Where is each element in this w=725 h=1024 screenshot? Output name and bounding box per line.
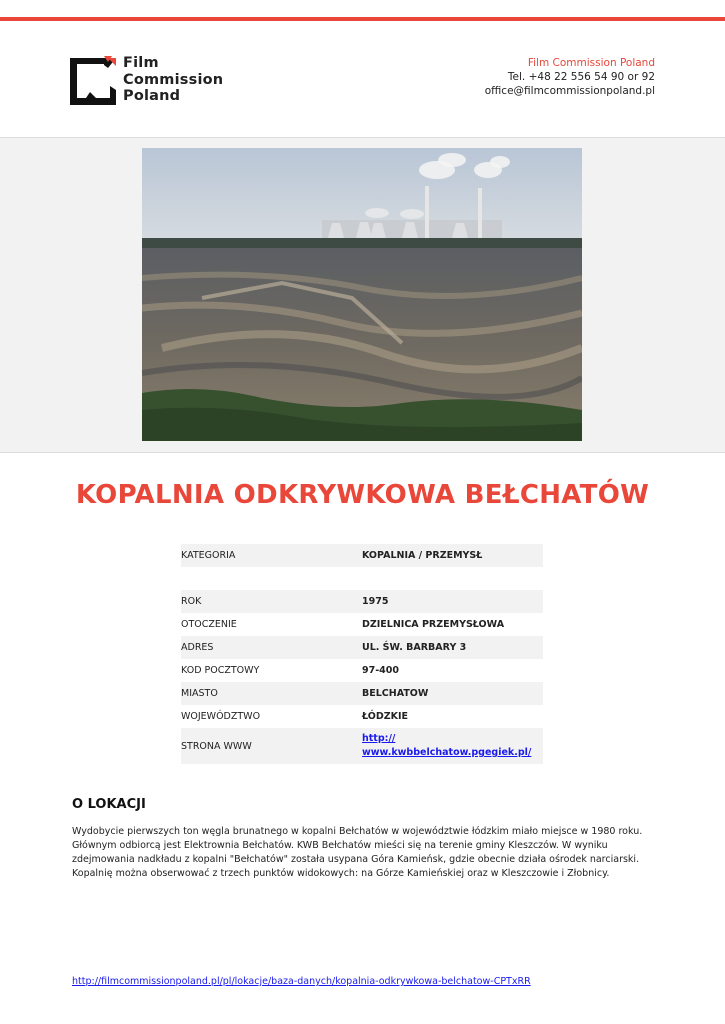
logo-word-commission: Commission xyxy=(123,71,224,88)
detail-row-rok xyxy=(181,590,543,613)
detail-spacer xyxy=(181,567,543,590)
detail-value: KOPALNIA / PRZEMYSŁ xyxy=(362,550,483,561)
logo-wordmark xyxy=(123,55,223,105)
logo-word-poland: Poland xyxy=(123,88,181,104)
detail-value: BELCHATOW xyxy=(362,688,429,699)
detail-value: DZIELNICA PRZEMYSŁOWA xyxy=(362,619,505,630)
detail-value: ŁÓDZKIE xyxy=(362,711,408,722)
location-photo xyxy=(142,148,582,441)
page-header xyxy=(0,21,725,137)
detail-label: STRONA WWW xyxy=(181,740,252,752)
source-url-link[interactable]: http://filmcommissionpoland.pl/pl/lokacje/baza-danych/kopalnia-odkrywkowa-belchatow-CPTxRR xyxy=(72,976,531,987)
detail-label: KOD POCZTOWY xyxy=(181,665,260,676)
about-text: Wydobycie pierwszych ton węgla brunatnego w kopalni Bełchatów w województwie łódzkim miało miejsce w 1980 roku. Głównym odbiorcą jest Elektrownia Bełchatów. KWB Bełchatów mieści się na terenie gminy Kleszczów. W wyniku zdejmowania nadkładu z kopalni "Bełchatów" została usypana Góra Kamieńsk, gdzie obecnie działa ośrodek narciarski. Kopalnię można obserwować z trzech punktów widokowych: na Górze Kamieńskiej oraz w Kleszczowie i Złobnicy. xyxy=(72,826,643,879)
website-link-line1[interactable]: http:// xyxy=(362,733,396,744)
location-title: KOPALNIA ODKRYWKOWA BEŁCHATÓW xyxy=(75,480,650,510)
detail-label: MIASTO xyxy=(181,688,218,699)
detail-row-miasto xyxy=(181,682,543,705)
photo-band xyxy=(0,137,725,453)
film-commission-logo[interactable] xyxy=(68,56,228,108)
contact-org-name: Film Commission Poland xyxy=(527,57,655,69)
detail-row-kod-pocztowy xyxy=(181,659,543,682)
logo-word-film: Film xyxy=(123,55,159,71)
detail-value: UL. ŚW. BARBARY 3 xyxy=(362,642,467,653)
detail-value xyxy=(362,732,543,760)
detail-label: ROK xyxy=(181,596,202,607)
contact-email[interactable]: office@filmcommissionpoland.pl xyxy=(484,85,655,97)
mine-landscape-image xyxy=(142,148,582,441)
detail-value: 97-400 xyxy=(362,665,399,676)
detail-row-wojewodztwo xyxy=(181,705,543,728)
detail-label: KATEGORIA xyxy=(181,550,236,561)
detail-label: OTOCZENIE xyxy=(181,619,237,630)
website-link-line2[interactable]: www.kwbbelchatow.pgegiek.pl/ xyxy=(362,747,532,758)
detail-row-strona-www xyxy=(181,728,543,764)
detail-row-kategoria xyxy=(181,544,543,567)
contact-block xyxy=(485,56,655,98)
detail-row-otoczenie xyxy=(181,613,543,636)
location-details-table xyxy=(181,544,543,764)
detail-row-adres xyxy=(181,636,543,659)
detail-label: WOJEWÓDZTWO xyxy=(181,711,261,722)
logo-frame-icon xyxy=(68,56,118,106)
about-heading: O LOKACJI xyxy=(72,797,146,812)
contact-phone: Tel. +48 22 556 54 90 or 92 xyxy=(507,71,655,83)
detail-value: 1975 xyxy=(362,596,389,607)
detail-label: ADRES xyxy=(181,642,214,653)
